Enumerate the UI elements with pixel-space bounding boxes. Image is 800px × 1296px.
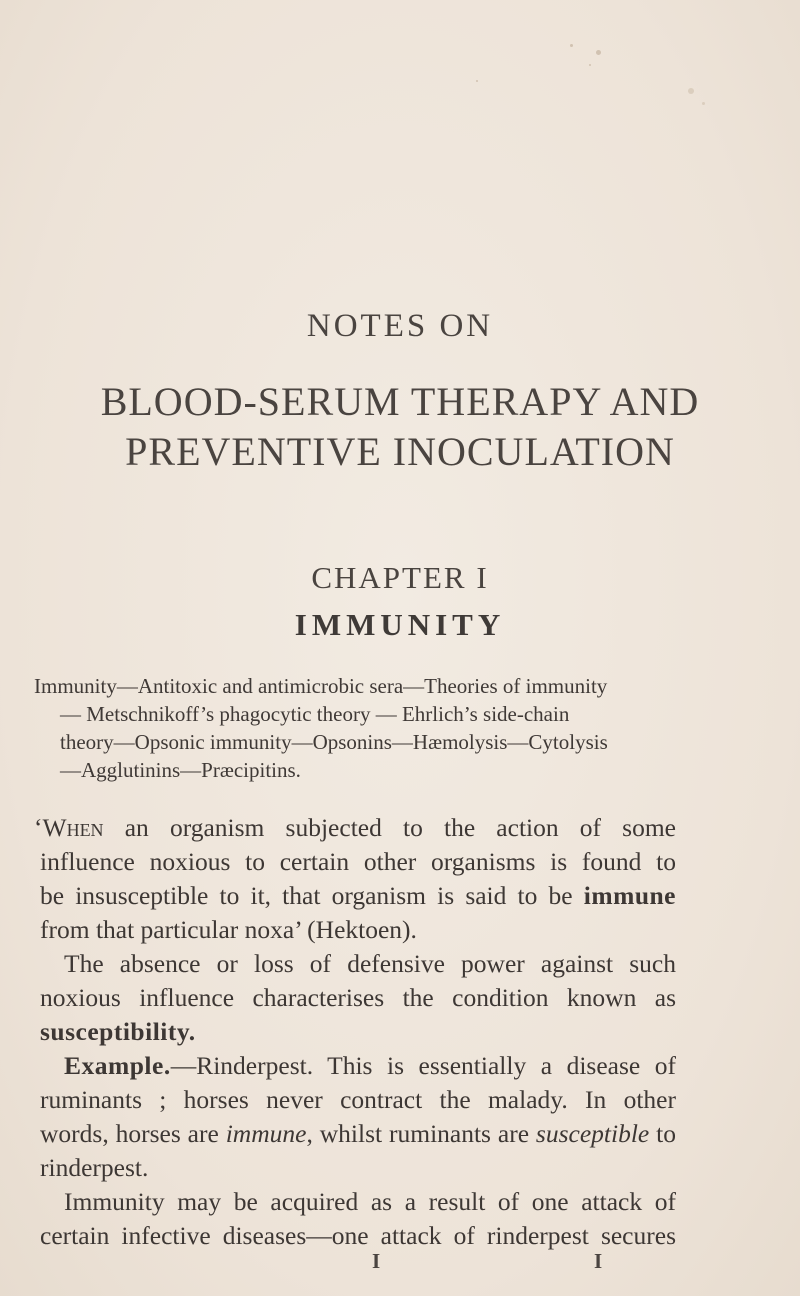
body-line: ruminants ; horses never contract the malady. In other [40,1085,676,1114]
body-line [34,811,676,845]
body-line: noxious influence characterises the condition known as [40,983,676,1012]
body-line: certain infective diseases—one attack of rinderpest secures [40,1221,676,1250]
term-immune-italic: immune [225,1119,307,1148]
signature-mark: I [372,1249,381,1273]
term-susceptibility: susceptibility. [40,1017,196,1046]
body-line [40,879,676,913]
synopsis-line: —Agglutinins—Præcipitins. [60,758,301,782]
paper-speck [688,88,694,94]
opening-word: When [42,813,104,842]
paper-speck [476,80,478,82]
body-line: rinderpest. [40,1153,149,1182]
body-line: Immunity may be acquired as a result of one attack of [64,1187,676,1216]
chapter-label: CHAPTER I [311,560,489,595]
body-line [64,1049,676,1083]
opening-quote: ‘ [34,813,43,842]
body-text: an organism subjected to the action of some [103,813,676,842]
book-title-line-1: BLOOD-SERUM THERAPY AND [100,379,700,424]
term-immune: immune [583,881,676,910]
body-line [40,1117,676,1151]
term-susceptible-italic: susceptible [535,1119,650,1148]
page-number: I [594,1249,603,1273]
body-line: from that particular noxa’ (Hektoen). [40,915,417,944]
body-text: , whilst ruminants are [306,1119,536,1148]
body-text: to [649,1119,676,1148]
body-text: —Rinderpest. This is essentially a disease of [170,1051,676,1080]
body-text: be insusceptible to it, that organism is said to be [40,881,584,910]
body-text: words, horses are [40,1119,226,1148]
synopsis-line: — Metschnikoff’s phagocytic theory — Ehrlich’s side-chain [60,702,570,726]
example-label: Example. [64,1051,171,1080]
body-line: influence noxious to certain other organisms is found to [40,847,676,876]
book-title-prefix: NOTES ON [306,308,494,344]
paper-speck [570,44,573,47]
book-title-line-2: PREVENTIVE INOCULATION [125,429,675,474]
paper-speck [702,102,705,105]
body-line: The absence or loss of defensive power against such [64,949,676,978]
chapter-title: IMMUNITY [294,607,506,642]
synopsis-line: Immunity—Antitoxic and antimicrobic sera—Theories of immunity [34,674,608,698]
paper-speck [596,50,601,55]
paper-speck [589,64,591,66]
synopsis-line: theory—Opsonic immunity—Opsonins—Hæmolysis—Cytolysis [60,730,608,754]
